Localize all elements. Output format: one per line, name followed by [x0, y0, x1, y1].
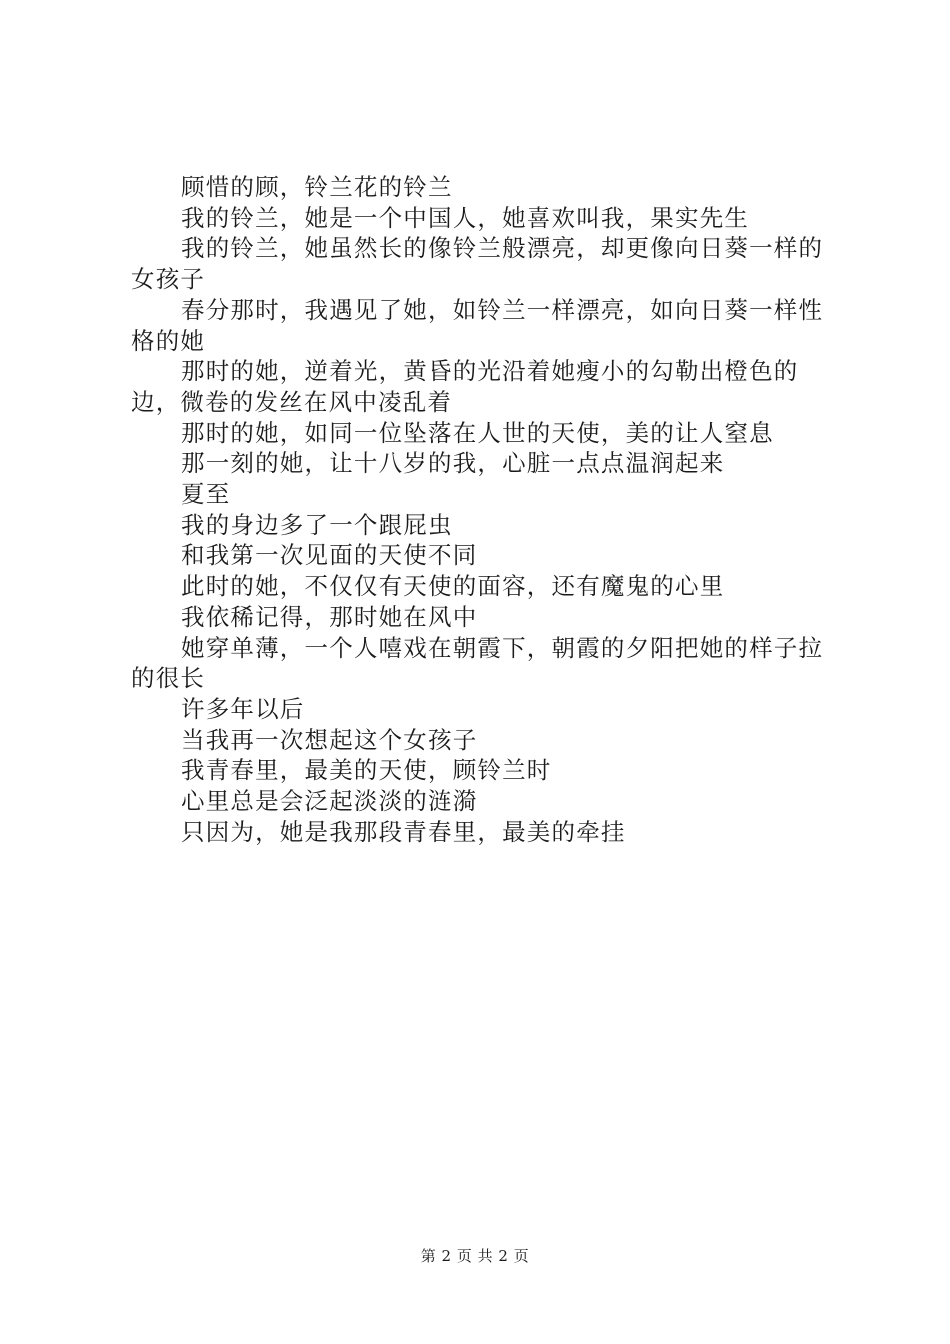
paragraph: 心里总是会泛起淡淡的涟漪 [181, 787, 478, 816]
paragraph: 许多年以后 [181, 694, 305, 723]
paragraph: 夏至 [181, 480, 231, 509]
document-body [131, 172, 831, 847]
paragraph: 只因为，她是我那段青春里，最美的牵挂 [181, 817, 626, 846]
paragraph: 当我再一次想起这个女孩子 [181, 725, 478, 754]
paragraph: 和我第一次见面的天使不同 [181, 541, 478, 570]
paragraph: 她穿单薄，一个人嘻戏在朝霞下，朝霞的夕阳把她的样子拉的很长 [131, 633, 824, 693]
page-footer [0, 1245, 950, 1266]
page-number-label: 第 2 页 共 2 页 [420, 1247, 530, 1265]
paragraph: 此时的她，不仅仅有天使的面容，还有魔鬼的心里 [181, 572, 725, 601]
paragraph: 那时的她，逆着光，黄昏的光沿着她瘦小的勾勒出橙色的边，微卷的发丝在风中凌乱着 [131, 357, 799, 416]
paragraph: 我依稀记得，那时她在风中 [181, 602, 478, 631]
paragraph: 我的铃兰，她虽然长的像铃兰般漂亮，却更像向日葵一样的女孩子 [131, 234, 824, 294]
paragraph: 那一刻的她，让十八岁的我，心脏一点点温润起来 [181, 449, 725, 478]
paragraph: 我的铃兰，她是一个中国人，她喜欢叫我，果实先生 [181, 203, 750, 232]
paragraph: 我的身边多了一个跟屁虫 [181, 510, 453, 539]
paragraph: 那时的她，如同一位坠落在人世的天使，美的让人窒息 [181, 418, 774, 447]
paragraph: 顾惜的顾，铃兰花的铃兰 [181, 173, 453, 201]
paragraph: 春分那时，我遇见了她，如铃兰一样漂亮，如向日葵一样性格的她 [131, 295, 824, 355]
paragraph: 我青春里，最美的天使，顾铃兰时 [181, 756, 552, 785]
